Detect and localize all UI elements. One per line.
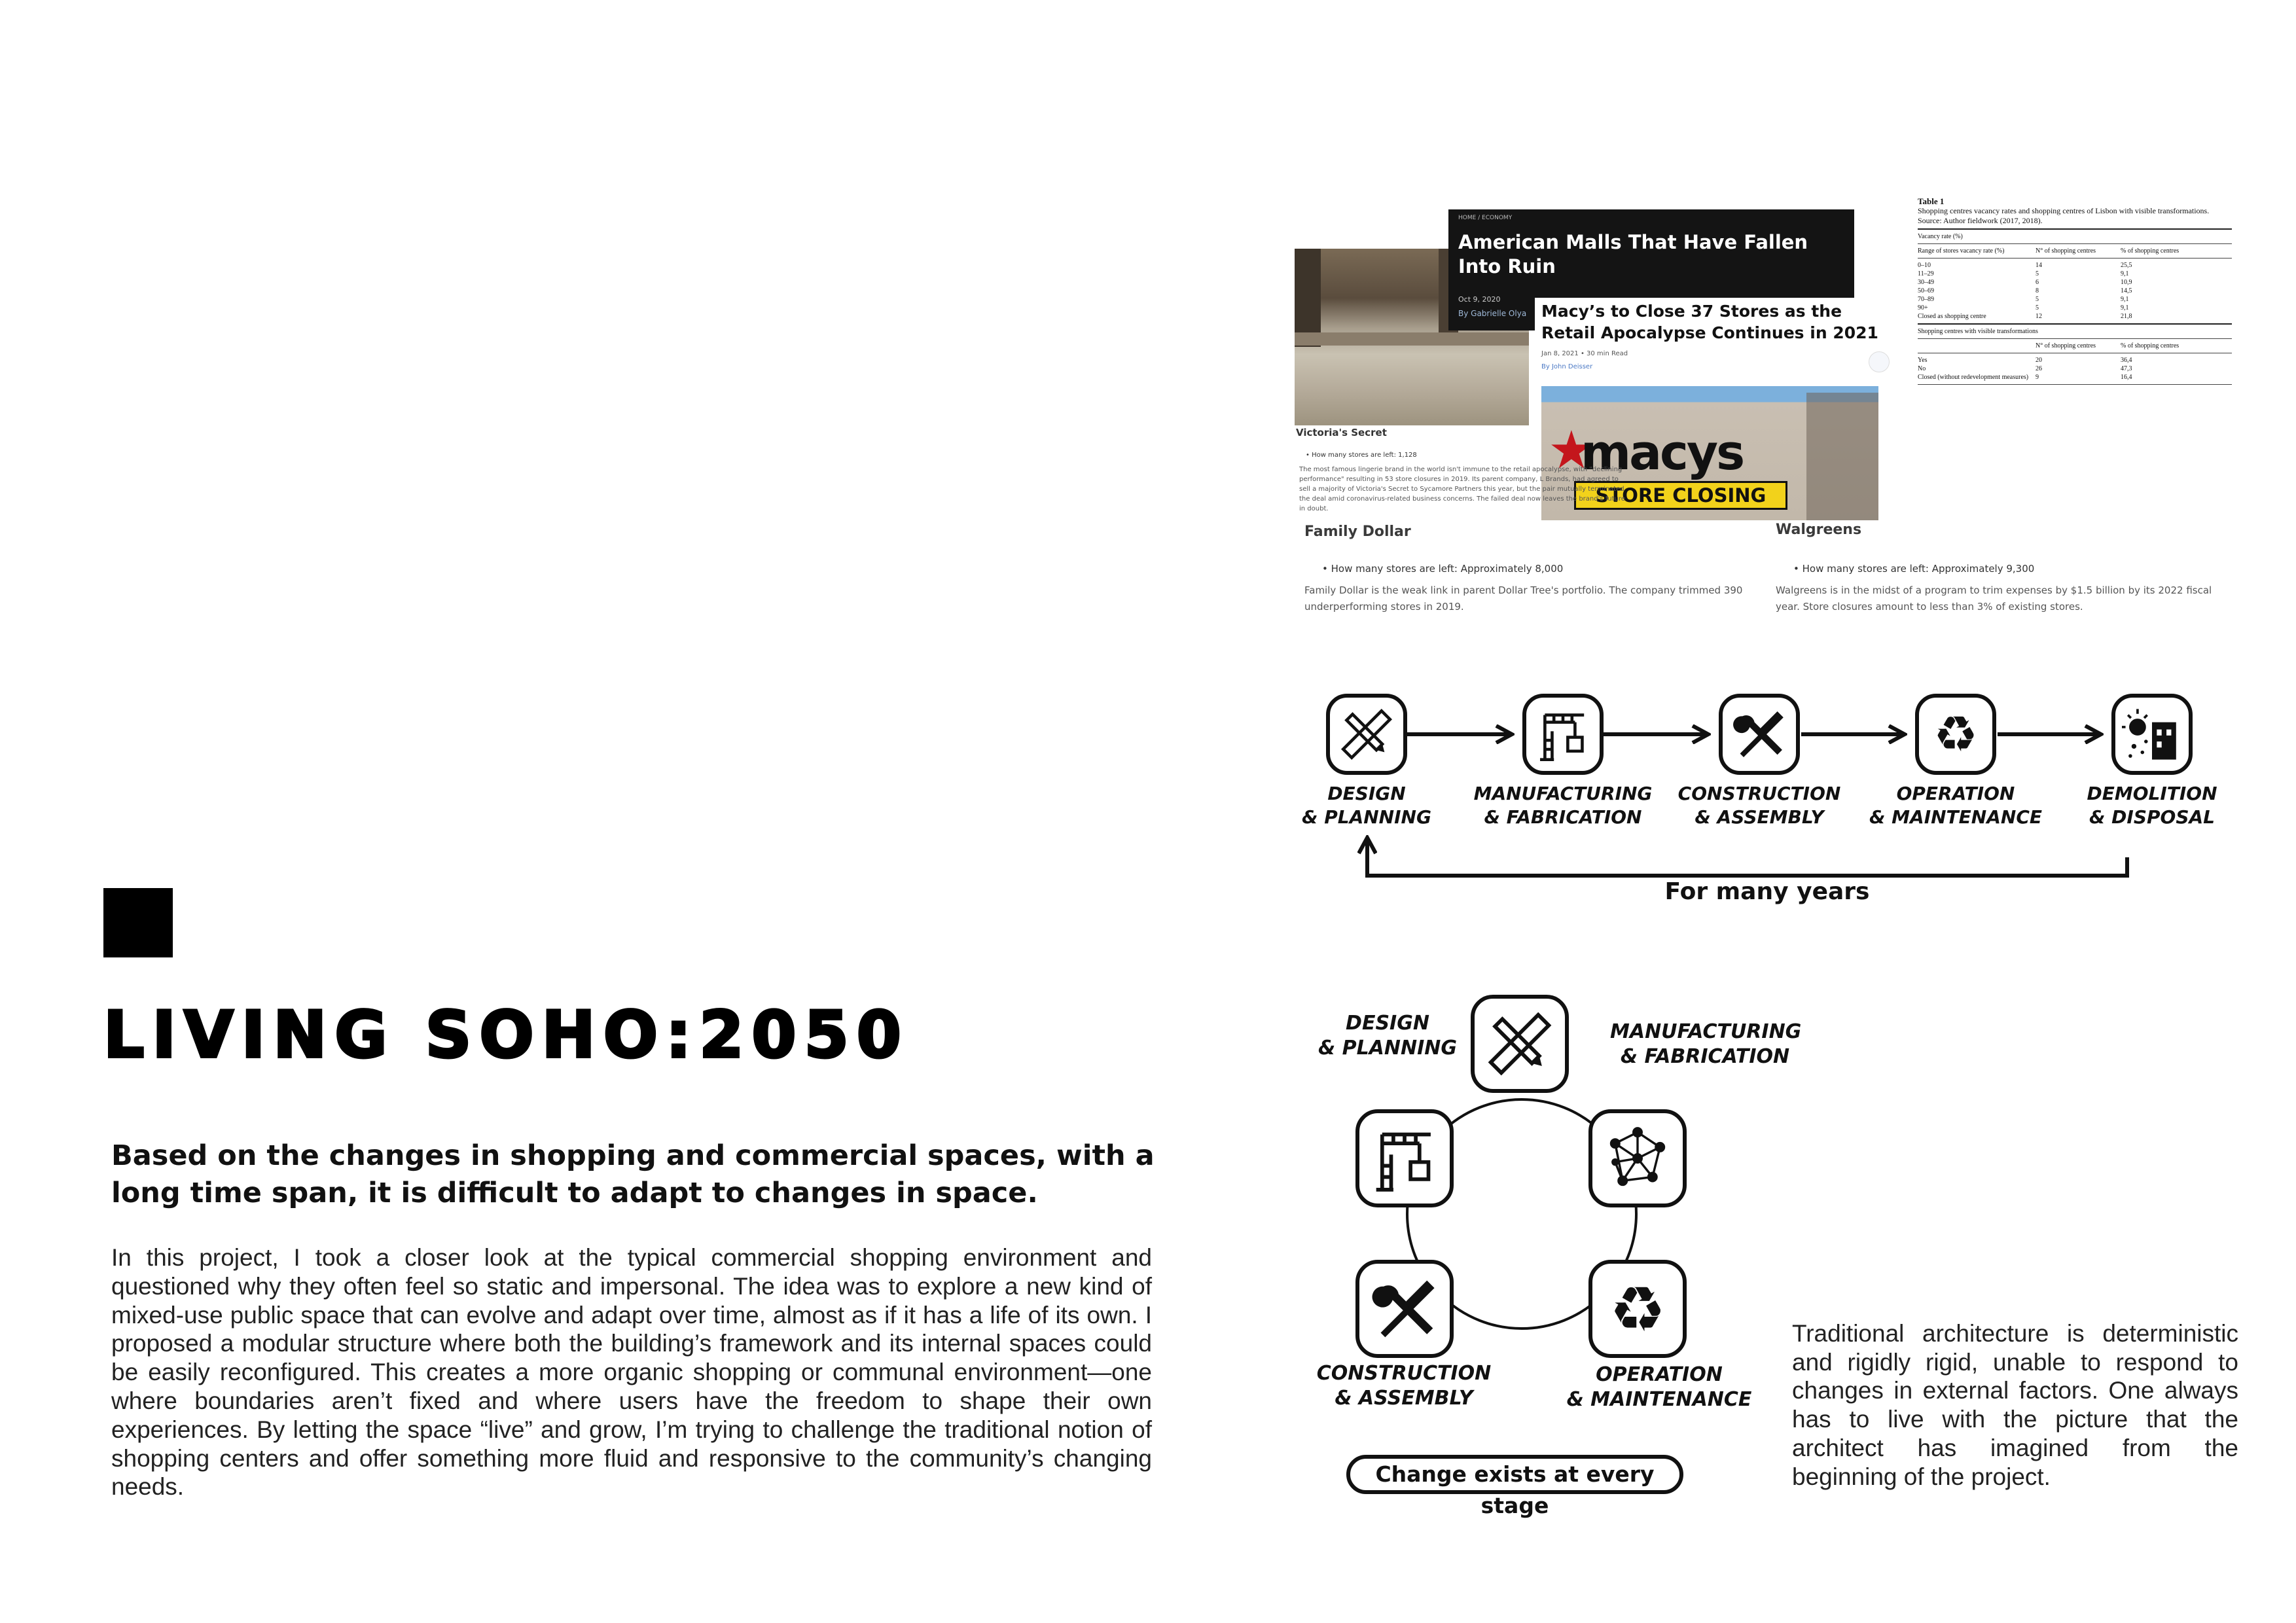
cycle-label-line: DESIGN <box>1346 1012 1429 1035</box>
linear-process-diagram <box>1302 681 2232 916</box>
stage-label-line: CONSTRUCTION <box>1677 783 1841 804</box>
table-row <box>1918 287 2232 295</box>
table-header-row <box>1918 247 2232 255</box>
svg-text:♻: ♻ <box>1933 705 1978 763</box>
article-meta: Jan 8, 2021 • 30 min Read <box>1541 350 1628 357</box>
stage-demolition-node <box>2111 694 2193 775</box>
stage-operation-node <box>1915 694 1996 775</box>
table-cell: 0–10 <box>1918 262 1931 269</box>
star-icon: ★ <box>1548 419 1595 480</box>
table-body-1 <box>1918 261 2232 321</box>
svg-text:♻: ♻ <box>1609 1273 1666 1346</box>
cycle-operation-node <box>1588 1260 1687 1358</box>
share-icon <box>1869 351 1890 372</box>
table-cell: 25,5 <box>2121 262 2132 269</box>
table-header-cell: N° of shopping centres <box>2036 342 2096 349</box>
cycle-label-line: MANUFACTURING <box>1610 1020 1802 1043</box>
table-section-label: Vacancy rate (%) <box>1918 233 1963 240</box>
article-date: Oct 9, 2020 <box>1458 295 1501 304</box>
crane-icon <box>1533 704 1593 764</box>
cycle-design-label <box>1306 1011 1469 1061</box>
table-cell: 9,1 <box>2121 304 2129 312</box>
cycle-network-node <box>1588 1109 1687 1207</box>
table-cell: 90+ <box>1918 304 1928 312</box>
family-dollar-bullet: • How many stores are left: Approximately 8,000 <box>1322 563 1564 575</box>
walgreens-bullet: • How many stores are left: Approximately 9,300 <box>1793 563 2035 575</box>
cycle-label-line: & ASSEMBLY <box>1335 1387 1473 1410</box>
victorias-bullet-text: How many stores are left: 1,128 <box>1312 452 1417 459</box>
wrench-screwdriver-icon <box>1729 704 1789 764</box>
table-cell: 9 <box>2036 374 2039 381</box>
table-caption: Shopping centres vacancy rates and shopping centres of Lisbon with visible transformations. <box>1918 206 2210 215</box>
cycle-diagram <box>1306 995 1802 1518</box>
wrench-screwdriver-icon <box>1367 1272 1442 1346</box>
cycle-manufacturing-label <box>1610 1020 1800 1069</box>
table-cell: 50–69 <box>1918 287 1934 294</box>
stage-label-line: & ASSEMBLY <box>1695 806 1824 828</box>
cycle-label-line: & FABRICATION <box>1620 1045 1790 1068</box>
family-dollar-bullet-text: How many stores are left: Approximately 8,000 <box>1331 563 1564 575</box>
victorias-bullet: • How many stores are left: 1,128 <box>1306 452 1417 459</box>
table-cell: 8 <box>2036 287 2039 294</box>
body-paragraph: In this project, I took a closer look at the typical commercial shopping environment and questioned why they often feel so static and impersonal. The idea was to explore a new kind of mixed-use public space that can evolve and adapt over time, almost as if it has a life of its own. I proposed a modular structure where both the building’s framework and its internal spaces could be easily reconfigured. This creates a more organic shopping or communal environment—one where boundaries aren’t fixed and where users have the freedom to shape their own experiences. By letting the space “live” and grow, I’m trying to challenge the traditional notion of shopping centers and offer something more fluid and responsive to the community’s changing needs. <box>111 1244 1152 1501</box>
title-square-mark <box>103 888 173 957</box>
cycle-label-line: OPERATION <box>1596 1363 1723 1386</box>
side-paragraph: Traditional architecture is deterministic and rigidly rigid, unable to respond to changes in external factors. One always has to live with the picture that the architect has imagined from the beginning of the project. <box>1792 1320 2238 1490</box>
table-section-label: Shopping centres with visible transformations <box>1918 328 2038 335</box>
recycle-icon <box>1926 704 1986 764</box>
crane-icon <box>1367 1121 1442 1196</box>
table-header-cell: Range of stores vacancy rate (%) <box>1918 247 2005 255</box>
table-header-row <box>1918 342 2232 350</box>
stage-manufacturing-label <box>1465 782 1661 829</box>
table-cell: 10,9 <box>2121 279 2132 286</box>
ruler-pencil-icon <box>1336 704 1397 764</box>
stage-label-line: & FABRICATION <box>1484 806 1642 828</box>
stage-manufacturing-node <box>1522 694 1604 775</box>
table-cell: 9,1 <box>2121 296 2129 303</box>
table-cell: 5 <box>2036 270 2039 277</box>
victorias-text: The most famous lingerie brand in the world isn't immune to the retail apocalypse, with "declining performance" resulting in 53 store closures in 2019. Its parent company, L Brands, had agreed to sell a majority of Victoria's Secret to Sycamore Partners this year, but the pair mutually terminated the deal amid coronavirus-related business concerns. The failed deal now leaves the brand's future in doubt. <box>1299 466 1625 512</box>
article-title: American Malls That Have Fallen Into Ruin <box>1458 231 1808 277</box>
article-byline: By John Deisser <box>1541 363 1593 370</box>
subtitle: Based on the changes in shopping and commercial spaces, with a long time span, it is difficult to adapt to changes in space. <box>111 1139 1155 1209</box>
stage-label-line: & MAINTENANCE <box>1869 806 2042 828</box>
table-row <box>1918 312 2232 321</box>
table-body-2 <box>1918 356 2232 382</box>
table-cell: 47,3 <box>2121 365 2132 372</box>
article-byline: By Gabrielle Olya <box>1458 309 1527 318</box>
stage-label-line: & PLANNING <box>1302 806 1431 828</box>
stage-design-node <box>1326 694 1407 775</box>
news-collage <box>1293 196 2235 622</box>
stage-label-line: & DISPOSAL <box>2089 806 2215 828</box>
table-cell: 30–49 <box>1918 279 1934 286</box>
network-icon <box>1600 1121 1675 1196</box>
article-title: Macy’s to Close 37 Stores as the Retail Apocalypse Continues in 2021 <box>1541 302 1878 342</box>
walgreens-text: Walgreens is in the midst of a program to trim expenses by $1.5 billion by its 2022 fiscal year. Store closures amount to less than 3% of existing stores. <box>1776 584 2212 613</box>
table-cell: 14 <box>2036 262 2042 269</box>
macys-logo: macys <box>1581 425 1744 481</box>
table-cell: Closed as shopping centre <box>1918 313 1986 320</box>
table-cell: 5 <box>2036 296 2039 303</box>
table-header-cell <box>1918 342 2036 350</box>
walgreens-label: Walgreens <box>1776 522 1862 538</box>
cycle-label-line: & MAINTENANCE <box>1566 1388 1752 1411</box>
table-cell: 70–89 <box>1918 296 1934 303</box>
table-cell: 6 <box>2036 279 2039 286</box>
stage-demolition-label <box>2054 782 2250 829</box>
demolition-icon <box>2122 704 2182 764</box>
walgreens-bullet-text: How many stores are left: Approximately 9,300 <box>1802 563 2035 575</box>
table-section-title <box>1918 232 2232 241</box>
table-cell: 9,1 <box>2121 270 2129 277</box>
table-row <box>1918 365 2232 373</box>
table-row <box>1918 356 2232 365</box>
ruler-pencil-icon <box>1482 1007 1557 1081</box>
table-cell: 26 <box>2036 365 2042 372</box>
table-header-cell: % of shopping centres <box>2121 247 2179 255</box>
table-cell: 11–29 <box>1918 270 1934 277</box>
recycle-icon <box>1600 1272 1675 1346</box>
family-dollar-label: Family Dollar <box>1304 524 1411 540</box>
table-row <box>1918 304 2232 312</box>
change-pill: Change exists at every stage <box>1346 1455 1683 1494</box>
table-header-cell: N° of shopping centres <box>2036 247 2096 255</box>
table-row <box>1918 278 2232 287</box>
page-title: LIVING SOHO:2050 <box>103 998 909 1073</box>
cycle-construction-label <box>1302 1361 1505 1411</box>
article-breadcrumb: HOME / ECONOMY <box>1458 215 1513 221</box>
loop-label: For many years <box>1664 878 1870 905</box>
stage-design-label <box>1268 782 1465 829</box>
stage-label-line: DEMOLITION <box>2087 783 2217 804</box>
table-cell: 16,4 <box>2121 374 2132 381</box>
cycle-operation-label <box>1564 1363 1754 1412</box>
store-closing-banner: STORE CLOSING <box>1574 481 1787 510</box>
table-row <box>1918 295 2232 304</box>
stage-operation-label <box>1857 782 2054 829</box>
table-cell: 14,5 <box>2121 287 2132 294</box>
cycle-label-line: CONSTRUCTION <box>1316 1362 1492 1385</box>
table-cell: 36,4 <box>2121 357 2132 364</box>
stage-construction-label <box>1661 782 1857 829</box>
cycle-manufacturing-node <box>1355 1109 1454 1207</box>
table-header-cell: % of shopping centres <box>2121 342 2179 349</box>
family-dollar-text: Family Dollar is the weak link in parent Dollar Tree's portfolio. The company trimmed 390 underperforming stores in 2019. <box>1304 584 1743 613</box>
stage-construction-node <box>1719 694 1800 775</box>
cycle-label-line: & PLANNING <box>1318 1037 1458 1060</box>
stage-label-line: MANUFACTURING <box>1473 783 1653 804</box>
table-row <box>1918 270 2232 278</box>
table-cell: 5 <box>2036 304 2039 312</box>
stage-label-line: OPERATION <box>1896 783 2015 804</box>
table-section-title <box>1918 327 2232 336</box>
table-cell: No <box>1918 365 1926 372</box>
table-cell: Closed (without redevelopment measures) <box>1918 374 2029 381</box>
victorias-label: Victoria's Secret <box>1296 427 1387 438</box>
table-source: Source: Author fieldwork (2017, 2018). <box>1918 216 2043 225</box>
table-cell: 12 <box>2036 313 2042 320</box>
table-cell: Yes <box>1918 357 1928 364</box>
table-label: Table 1 <box>1918 196 1945 206</box>
table-cell: 21,8 <box>2121 313 2132 320</box>
cycle-design-node <box>1471 995 1569 1093</box>
cycle-construction-node <box>1355 1260 1454 1358</box>
table-row <box>1918 261 2232 270</box>
vacancy-table <box>1918 196 2232 387</box>
stage-label-line: DESIGN <box>1327 783 1406 804</box>
table-row <box>1918 373 2232 382</box>
table-cell: 20 <box>2036 357 2042 364</box>
